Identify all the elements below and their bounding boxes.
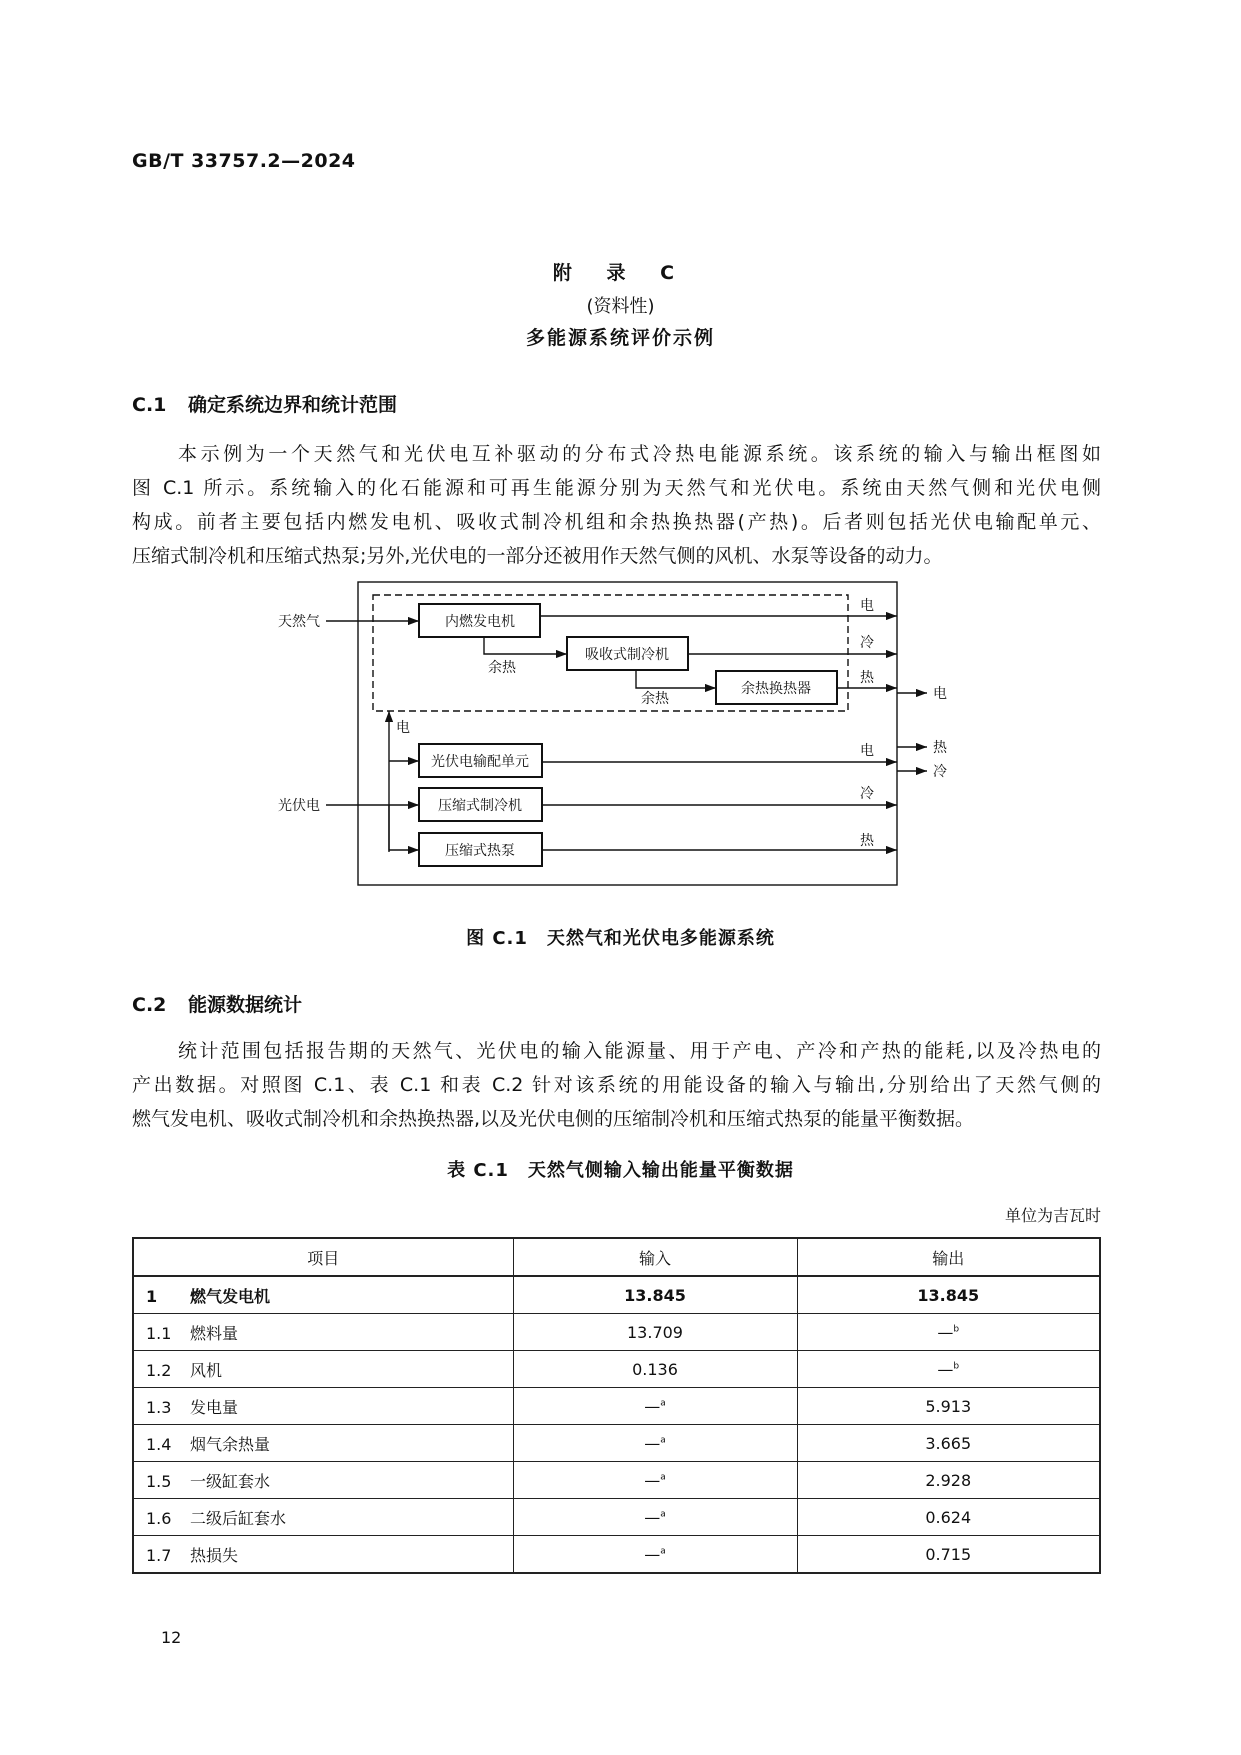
item-cell [133, 1276, 513, 1314]
page-number: 12 [161, 1628, 182, 1647]
box-engine: 内燃发电机 [445, 614, 515, 630]
appendix-subtitle: 多能源系统评价示例 [525, 327, 715, 349]
output-value: 5.913 [925, 1396, 972, 1416]
footnote-mark: a [660, 1472, 666, 1483]
output-elec-label: 电 [860, 743, 874, 759]
footnote-mark: b [953, 1324, 960, 1335]
item-index: 1.1 [146, 1323, 172, 1343]
item-index: 1.3 [146, 1397, 172, 1417]
item-index: 1.5 [146, 1471, 172, 1491]
item-cell [133, 1388, 513, 1425]
footnote-mark: b [953, 1361, 960, 1372]
input-cell [513, 1276, 797, 1314]
paragraph-c2 [132, 1034, 1101, 1136]
item-name: 燃气发电机 [190, 1286, 271, 1306]
box-heat-exchanger: 余热换热器 [741, 681, 811, 697]
item-index: 1.4 [146, 1434, 172, 1454]
item-cell [133, 1536, 513, 1574]
standard-number: GB/T 33757.2—2024 [132, 150, 356, 172]
output-cell [797, 1536, 1100, 1574]
output-value: 3.665 [925, 1433, 972, 1453]
table-row [133, 1536, 1100, 1574]
waste-heat-label: 余热 [488, 660, 516, 676]
item-index: 1.6 [146, 1508, 172, 1528]
output-cell [797, 1425, 1100, 1462]
input-cell [513, 1536, 797, 1574]
table-header-row [133, 1238, 1100, 1276]
input-value: — [644, 1507, 661, 1527]
paragraph-line: 构成。前者主要包括内燃发电机、吸收式制冷机组和余热换热器(产热)。后者则包括光伏电输配单元、 [132, 511, 1101, 533]
paragraph-line: 燃气发电机、吸收式制冷机和余热换热器,以及光伏电侧的压缩制冷机和压缩式热泵的能量平衡数据。 [132, 1108, 975, 1130]
output-cell [797, 1388, 1100, 1425]
appendix-title: 附 录 C [552, 262, 689, 284]
system-output-elec: 电 [933, 686, 947, 702]
figure-caption: 图 C.1 天然气和光伏电多能源系统 [466, 928, 775, 949]
item-name: 烟气余热量 [190, 1434, 271, 1454]
output-cold-label: 冷 [860, 786, 874, 802]
input-value: — [644, 1470, 661, 1490]
paragraph-line: 产出数据。对照图 C.1、表 C.1 和表 C.2 针对该系统的用能设备的输入与输出,分别给出了天然气侧的 [132, 1074, 1101, 1096]
item-name: 二级后缸套水 [190, 1508, 287, 1528]
table-row [133, 1499, 1100, 1536]
footnote-mark: a [660, 1509, 666, 1520]
section-title: 确定系统边界和统计范围 [188, 394, 398, 416]
box-compression-chiller: 压缩式制冷机 [438, 798, 522, 814]
output-cold-label: 冷 [860, 635, 874, 651]
table-row [133, 1351, 1100, 1388]
box-pv-unit: 光伏电输配单元 [431, 754, 529, 770]
item-index: 1 [146, 1286, 158, 1306]
input-cell [513, 1388, 797, 1425]
item-cell [133, 1499, 513, 1536]
table-row [133, 1462, 1100, 1499]
input-gas-label: 天然气 [278, 614, 320, 630]
output-cell [797, 1351, 1100, 1388]
item-cell [133, 1462, 513, 1499]
input-value: — [644, 1544, 661, 1564]
table-unit: 单位为吉瓦时 [1004, 1206, 1101, 1225]
item-name: 一级缸套水 [190, 1471, 271, 1491]
input-cell [513, 1462, 797, 1499]
input-pv-label: 光伏电 [278, 798, 320, 814]
footnote-mark: a [660, 1435, 666, 1446]
system-boundary [358, 582, 897, 885]
item-cell [133, 1314, 513, 1351]
output-cell [797, 1462, 1100, 1499]
item-cell [133, 1351, 513, 1388]
output-value: — [937, 1359, 954, 1379]
item-name: 发电量 [190, 1397, 239, 1417]
input-value: 0.136 [632, 1359, 678, 1379]
input-value: — [644, 1433, 661, 1453]
output-value: 0.624 [925, 1507, 972, 1527]
box-heat-pump: 压缩式热泵 [445, 843, 515, 859]
box-absorption-chiller: 吸收式制冷机 [585, 647, 669, 663]
output-elec-label: 电 [860, 598, 874, 614]
paragraph-line: 统计范围包括报告期的天然气、光伏电的输入能源量、用于产电、产冷和产热的能耗,以及冷热电的 [178, 1040, 1101, 1062]
input-cell [513, 1425, 797, 1462]
elec-label: 电 [396, 720, 410, 736]
item-name: 燃料量 [190, 1323, 239, 1343]
item-index: 1.7 [146, 1545, 172, 1565]
input-value: 13.845 [624, 1285, 686, 1305]
appendix-nature: (资料性) [586, 296, 655, 317]
paragraph-line: 压缩式制冷机和压缩式热泵;另外,光伏电的一部分还被用作天然气侧的风机、水泵等设备的动力。 [132, 545, 943, 567]
item-cell [133, 1425, 513, 1462]
output-cell [797, 1276, 1100, 1314]
system-output-heat: 热 [933, 740, 947, 756]
input-value: — [644, 1396, 661, 1416]
output-value: — [937, 1322, 954, 1342]
energy-balance-table [132, 1237, 1101, 1574]
output-value: 0.715 [925, 1544, 972, 1564]
table-row [133, 1425, 1100, 1462]
item-index: 1.2 [146, 1360, 172, 1380]
table-row [133, 1388, 1100, 1425]
table-caption: 表 C.1 天然气侧输入输出能量平衡数据 [447, 1160, 794, 1181]
section-number: C.1 [132, 394, 167, 416]
figure-c1-diagram [260, 580, 980, 900]
output-heat-label: 热 [860, 833, 874, 849]
waste-heat-label: 余热 [641, 691, 669, 707]
item-name: 热损失 [190, 1545, 239, 1565]
output-value: 2.928 [925, 1470, 972, 1490]
footnote-mark: a [660, 1398, 666, 1409]
paragraph-line: 图 C.1 所示。系统输入的化石能源和可再生能源分别为天然气和光伏电。系统由天然气侧和光伏电侧 [132, 477, 1101, 499]
output-cell [797, 1499, 1100, 1536]
paragraph-line: 本示例为一个天然气和光伏电互补驱动的分布式冷热电能源系统。该系统的输入与输出框图如 [178, 443, 1101, 465]
output-cell [797, 1314, 1100, 1351]
input-cell [513, 1314, 797, 1351]
column-header: 输入 [513, 1238, 797, 1276]
footnote-mark: a [660, 1546, 666, 1557]
paragraph-c1 [132, 437, 1101, 573]
output-value: 13.845 [917, 1285, 980, 1305]
system-output-cold: 冷 [933, 764, 947, 780]
table-row [133, 1314, 1100, 1351]
input-value: 13.709 [627, 1322, 683, 1342]
column-header: 输出 [797, 1238, 1100, 1276]
input-cell [513, 1351, 797, 1388]
section-heading-c1 [132, 390, 397, 417]
output-heat-label: 热 [860, 670, 874, 686]
item-name: 风机 [190, 1360, 223, 1380]
input-cell [513, 1499, 797, 1536]
column-header: 项目 [133, 1238, 513, 1276]
table-row [133, 1276, 1100, 1314]
section-heading-c2 [132, 990, 302, 1017]
section-number: C.2 [132, 994, 167, 1016]
section-title: 能源数据统计 [188, 994, 303, 1016]
